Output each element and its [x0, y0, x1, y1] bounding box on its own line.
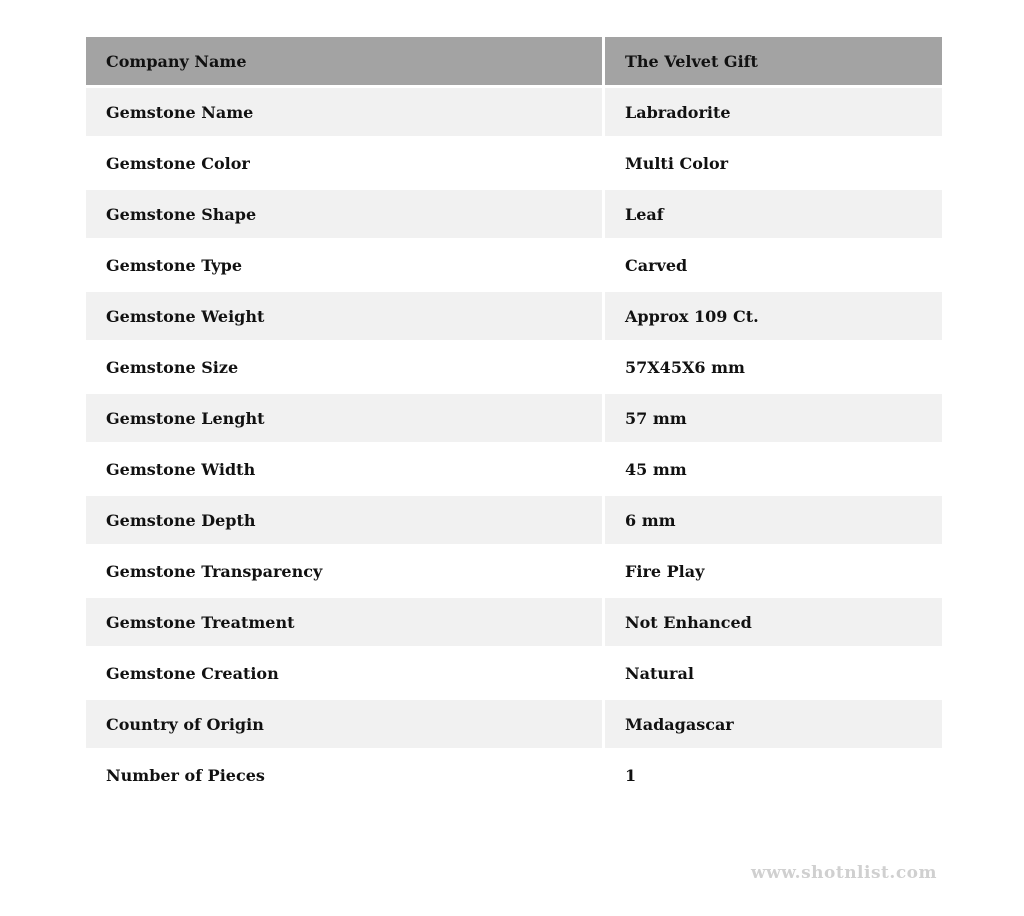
table-header-row — [86, 37, 942, 85]
spec-label-cell: Country of Origin — [86, 700, 602, 748]
table-row — [86, 649, 942, 697]
table-row — [86, 394, 942, 442]
table-row — [86, 190, 942, 238]
spec-value-cell: Natural — [605, 649, 942, 697]
spec-value-cell: Madagascar — [605, 700, 942, 748]
spec-label-cell: Gemstone Size — [86, 343, 602, 391]
table-row — [86, 241, 942, 289]
spec-value-cell: Approx 109 Ct. — [605, 292, 942, 340]
spec-value-cell: Not Enhanced — [605, 598, 942, 646]
spec-label-cell: Number of Pieces — [86, 751, 602, 799]
table-row — [86, 139, 942, 187]
spec-value-cell: Multi Color — [605, 139, 942, 187]
table-row — [86, 598, 942, 646]
spec-label-cell: Gemstone Lenght — [86, 394, 602, 442]
spec-value-cell: 6 mm — [605, 496, 942, 544]
spec-label-cell: Gemstone Creation — [86, 649, 602, 697]
table-row — [86, 343, 942, 391]
spec-label-cell: Gemstone Width — [86, 445, 602, 493]
spec-value-cell: Carved — [605, 241, 942, 289]
spec-value-cell: 45 mm — [605, 445, 942, 493]
spec-value-cell: 57 mm — [605, 394, 942, 442]
product-spec-page — [0, 34, 1024, 883]
spec-value-cell: Leaf — [605, 190, 942, 238]
gemstone-spec-table — [83, 34, 945, 802]
table-row — [86, 751, 942, 799]
spec-label-cell: Company Name — [86, 37, 602, 85]
table-row — [86, 547, 942, 595]
spec-label-cell: Gemstone Type — [86, 241, 602, 289]
spec-label-cell: Gemstone Name — [86, 88, 602, 136]
table-row — [86, 292, 942, 340]
watermark-text: www.shotnlist.com — [750, 863, 937, 883]
spec-value-cell: Fire Play — [605, 547, 942, 595]
table-row — [86, 700, 942, 748]
table-row — [86, 88, 942, 136]
spec-label-cell: Gemstone Color — [86, 139, 602, 187]
spec-label-cell: Gemstone Weight — [86, 292, 602, 340]
spec-label-cell: Gemstone Depth — [86, 496, 602, 544]
table-row — [86, 445, 942, 493]
spec-value-cell: 57X45X6 mm — [605, 343, 942, 391]
spec-value-cell: The Velvet Gift — [605, 37, 942, 85]
spec-label-cell: Gemstone Transparency — [86, 547, 602, 595]
spec-label-cell: Gemstone Treatment — [86, 598, 602, 646]
spec-value-cell: 1 — [605, 751, 942, 799]
table-row — [86, 496, 942, 544]
spec-value-cell: Labradorite — [605, 88, 942, 136]
spec-label-cell: Gemstone Shape — [86, 190, 602, 238]
